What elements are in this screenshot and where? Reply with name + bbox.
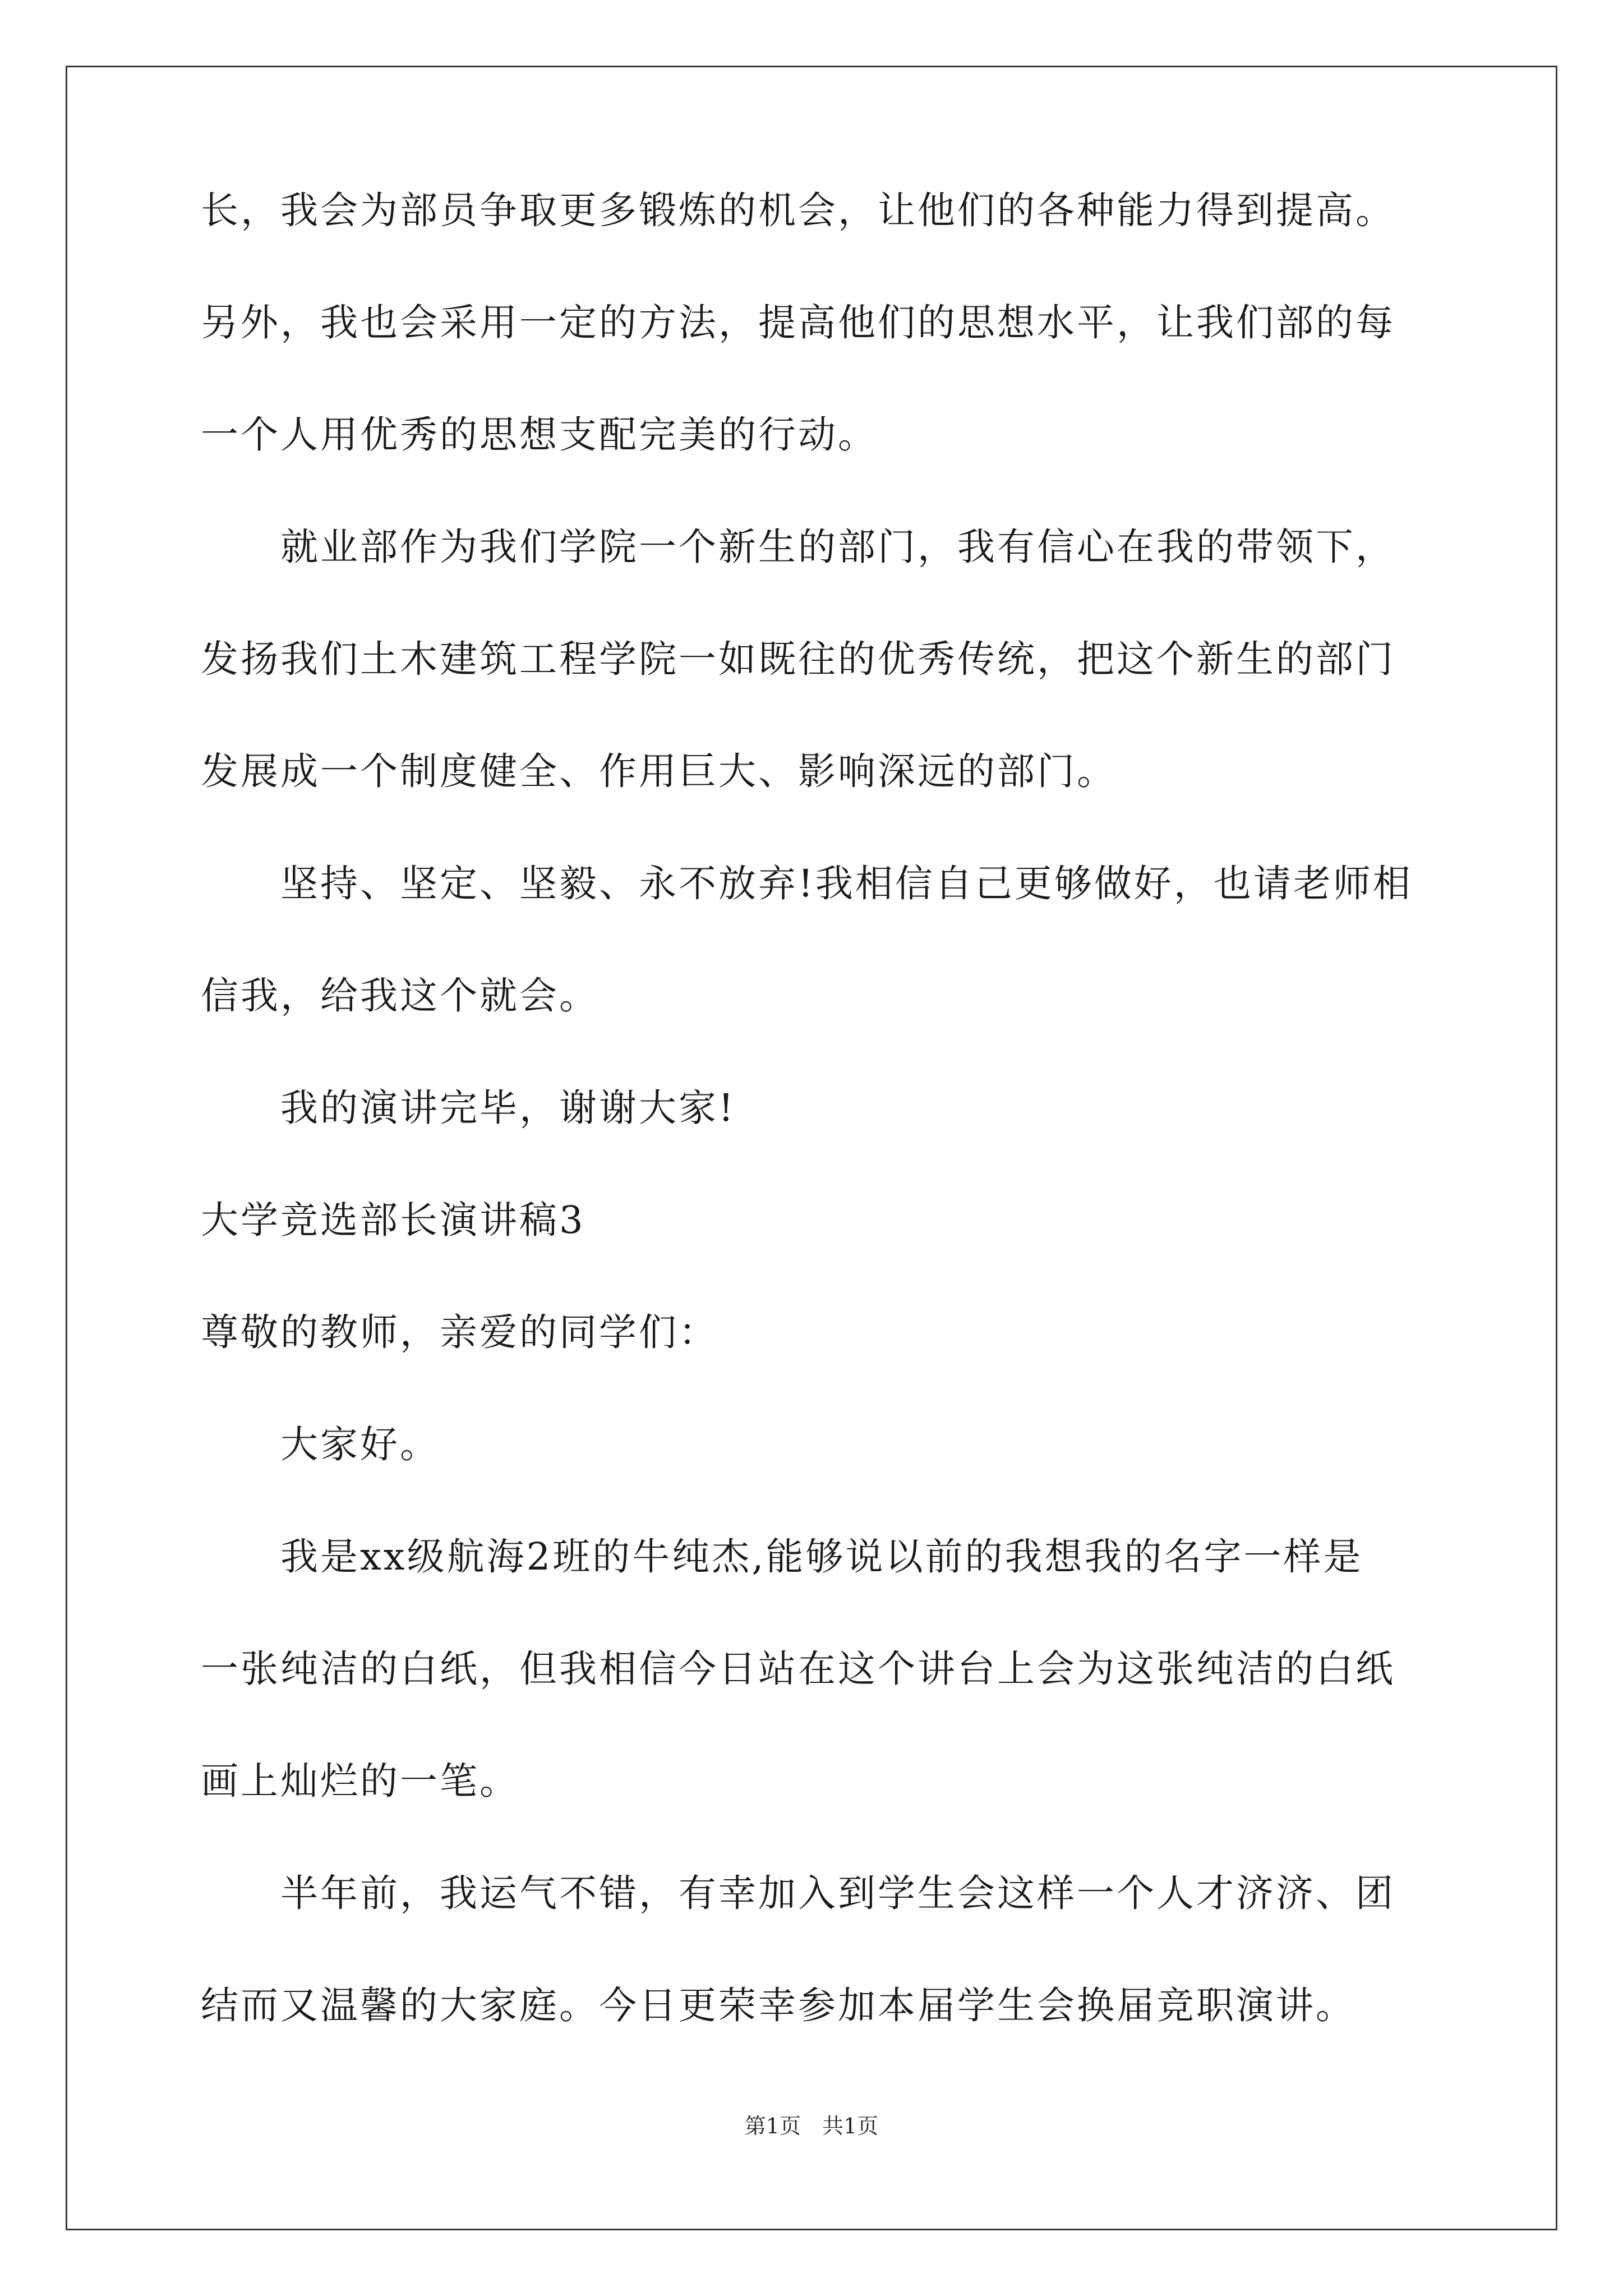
text-line: 一张纯洁的白纸，但我相信今日站在这个讲台上会为这张纯洁的白纸 bbox=[201, 1647, 1395, 1691]
greeting-line: 大家好。 bbox=[280, 1423, 440, 1466]
text-line: 画上灿烂的一笔。 bbox=[201, 1759, 519, 1803]
closing-line: 我的演讲完毕，谢谢大家! bbox=[280, 1086, 736, 1130]
text-line: 一个人用优秀的思想支配完美的行动。 bbox=[201, 413, 878, 457]
text-line: 长，我会为部员争取更多锻炼的机会，让他们的各种能力得到提高。 bbox=[201, 188, 1395, 232]
text-line: 信我，给我这个就会。 bbox=[201, 974, 599, 1018]
paragraph-start-line: 半年前，我运气不错，有幸加入到学生会这样一个人才济济、团 bbox=[280, 1871, 1395, 1915]
salutation: 尊敬的教师，亲爱的同学们： bbox=[201, 1310, 718, 1354]
section-heading: 大学竞选部长演讲稿3 bbox=[201, 1198, 585, 1242]
text-line: 发扬我们土木建筑工程学院一如既往的优秀传统，把这个新生的部门 bbox=[201, 637, 1395, 681]
page-number-footer: 第1页 共1页 bbox=[744, 2114, 879, 2138]
paragraph-start-line: 我是xx级航海2班的牛纯杰,能够说以前的我想我的名字一样是 bbox=[280, 1535, 1363, 1579]
text-line: 结而又温馨的大家庭。今日更荣幸参加本届学生会换届竞职演讲。 bbox=[201, 1984, 1355, 2027]
text-line: 另外，我也会采用一定的方法，提高他们的思想水平，让我们部的每 bbox=[201, 301, 1395, 344]
paragraph-start-line: 坚持、坚定、坚毅、永不放弃!我相信自己更够做好，也请老师相 bbox=[280, 862, 1413, 905]
paragraph-start-line: 就业部作为我们学院一个新生的部门，我有信心在我的带领下， bbox=[280, 525, 1395, 569]
text-line: 发展成一个制度健全、作用巨大、影响深远的部门。 bbox=[201, 749, 1117, 793]
